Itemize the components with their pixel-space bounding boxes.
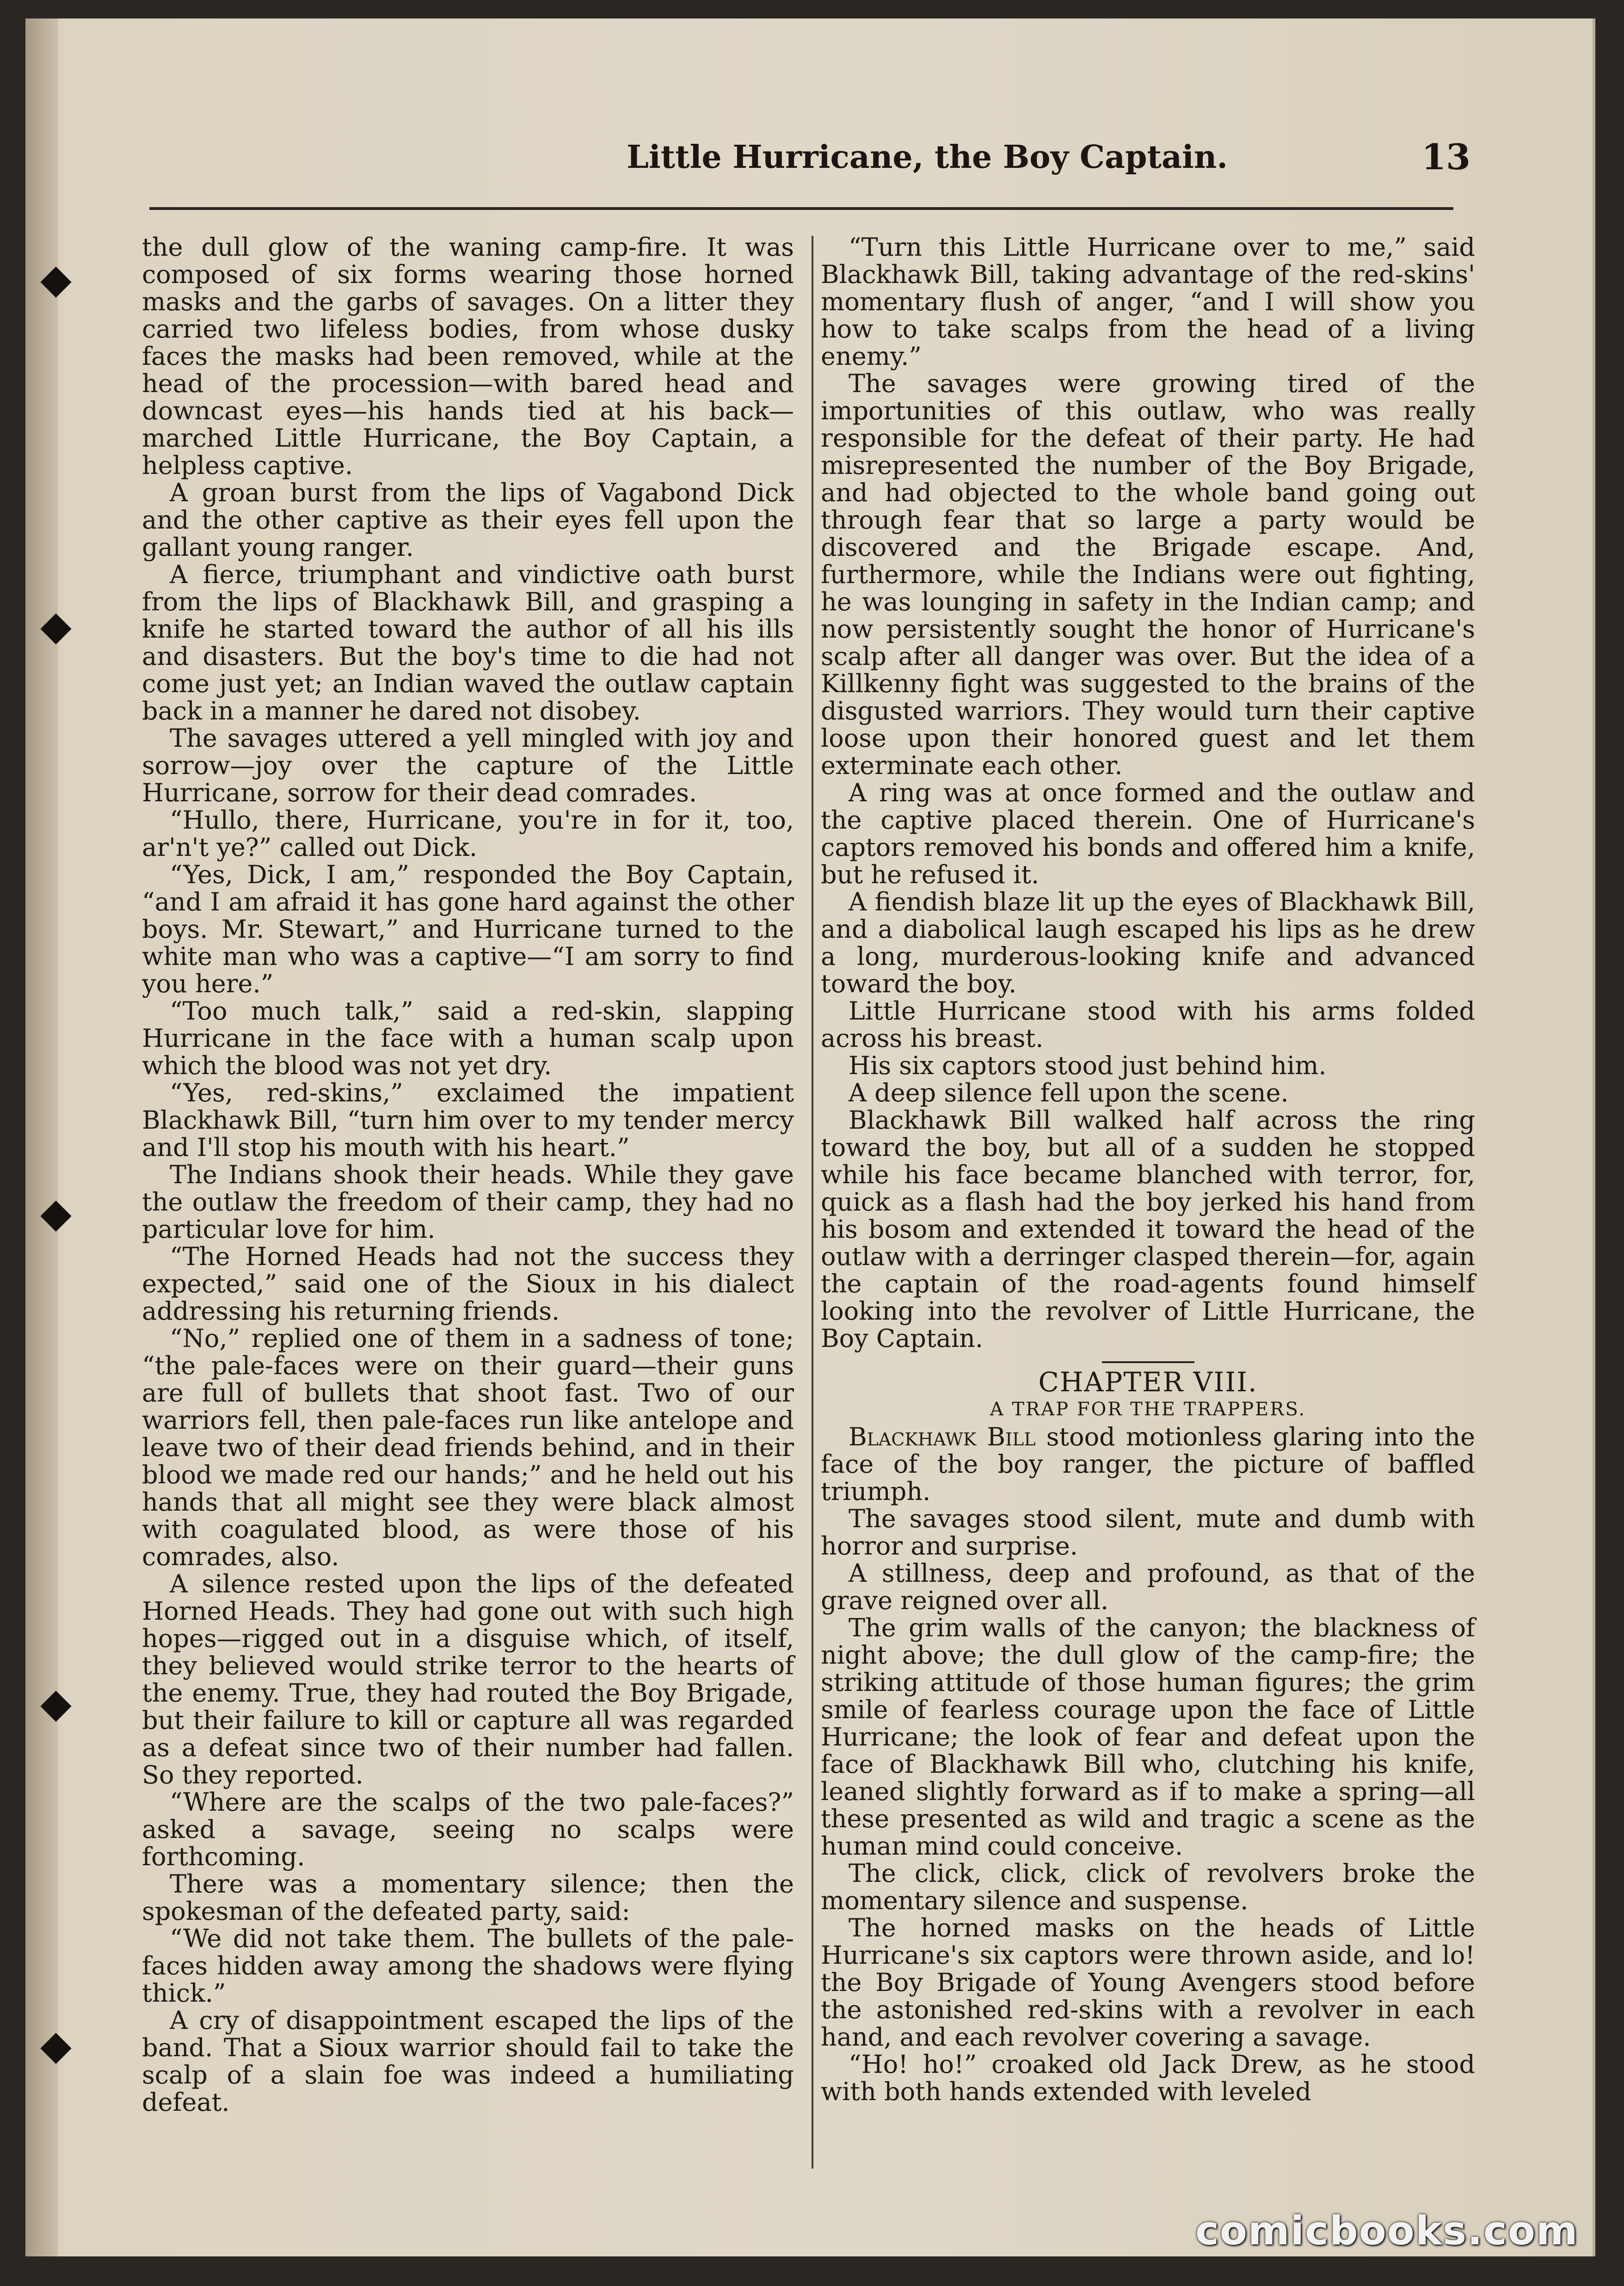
paragraph: “Ho! ho!” croaked old Jack Drew, as he stood with both hands extended with leveled xyxy=(821,2050,1475,2106)
column-divider xyxy=(812,236,813,2169)
paragraph: A cry of disappointment escaped the lips of the band. That a Sioux warrior should fail to take the scalp of a slain foe was indeed a humiliating defeat. xyxy=(142,2006,794,2117)
paragraph: “The Horned Heads had not the success they expected,” said one of the Sioux in his dialect addressing his returning friends. xyxy=(142,1242,794,1326)
left-column xyxy=(142,234,794,2116)
paragraph: the dull glow of the waning camp-fire. It was composed of six forms wearing those horned masks and the garbs of savages. On a litter they carried two lifeless bodies, from whose dusky faces the masks had been removed, while at the head of the procession—with bared head and downcast eyes—his hands tied at his back—marched Little Hurricane, the Boy Captain, a helpless captive. xyxy=(142,233,794,480)
paragraph: A fiendish blaze lit up the eyes of Blackhawk Bill, and a diabolical laugh escaped his lips as he drew a long, murderous-looking knife and advanced toward the boy. xyxy=(821,887,1475,998)
paragraph: “Hullo, there, Hurricane, you're in for it, too, ar'n't ye?” called out Dick. xyxy=(142,805,794,862)
paragraph: “Yes, red-skins,” exclaimed the impatient Blackhawk Bill, “turn him over to my tender mercy and I'll stop his mouth with his heart.” xyxy=(142,1078,794,1162)
paragraph: There was a momentary silence; then the spokesman of the defeated party, said: xyxy=(142,1869,794,1926)
paragraph: “Turn this Little Hurricane over to me,” said Blackhawk Bill, taking advantage of the red-skins' momentary flush of anger, “and I will show you how to take scalps from the head of a living enemy.” xyxy=(821,233,1475,371)
page-number: 13 xyxy=(1421,136,1470,178)
binding-hole-icon: ◆ xyxy=(40,2021,72,2069)
paragraph: A deep silence fell upon the scene. xyxy=(849,1078,1289,1107)
chapter-divider xyxy=(1102,1361,1194,1363)
paragraph: “Where are the scalps of the two pale-faces?” asked a savage, seeing no scalps were forthcoming. xyxy=(142,1788,794,1871)
paragraph: The click, click, click of revolvers broke the momentary silence and suspense. xyxy=(821,1859,1475,1915)
paragraph: The grim walls of the canyon; the blackness of night above; the dull glow of the camp-fire; the striking attitude of those human figures; the grim smile of fearless courage upon the face of Little Hurricane; the look of fear and defeat upon the face of Blackhawk Bill who, clutching his knife, leaned slightly forward as if to make a spring—all these presented as wild and tragic a scene as the human mind could conceive. xyxy=(821,1613,1475,1861)
page-spine xyxy=(25,18,58,2256)
chapter-lead-text: stood motionless glaring into the face of the boy ranger, the picture of baffled triumph. xyxy=(821,1422,1475,1506)
paragraph: A stillness, deep and profound, as that of the grave reigned over all. xyxy=(821,1559,1475,1615)
header-rule xyxy=(149,207,1453,210)
chapter-lead-paragraph xyxy=(821,1423,1475,1505)
paragraph: His six captors stood just behind him. xyxy=(849,1051,1327,1080)
paragraph: Little Hurricane stood with his arms folded across his breast. xyxy=(821,996,1475,1053)
paragraph: The horned masks on the heads of Little Hurricane's six captors were thrown aside, and lo! the Boy Brigade of Young Avengers stood before the astonished red-skins with a revolver in each hand, and each revolver covering a savage. xyxy=(821,1913,1475,2052)
chapter-lead-name: Blackhawk Bill xyxy=(849,1422,1036,1451)
binding-hole-icon: ◆ xyxy=(40,602,72,649)
chapter-subtitle: A TRAP FOR THE TRAPPERS. xyxy=(990,1399,1306,1420)
paragraph: The savages were growing tired of the importunities of this outlaw, who was really responsible for the defeat of their party. He had misrepresented the number of the Boy Brigade, and had objected to the whole band going out through fear that so large a party would be discovered and the Brigade escape. And, furthermore, while the Indians were out fighting, he was lounging in safety in the Indian camp; and now persistently sought the honor of Hurricane's scalp after all danger was over. But the idea of a Killkenny fight was suggested to the brains of the disgusted warriors. They would turn their captive loose upon their honored guest and let them exterminate each other. xyxy=(821,369,1475,780)
paragraph: The savages stood silent, mute and dumb with horror and surprise. xyxy=(821,1504,1475,1561)
paragraph: “Yes, Dick, I am,” responded the Boy Captain, “and I am afraid it has gone hard against the other boys. Mr. Stewart,” and Hurricane turned to the white man who was a captive—“I am sorry to find you here.” xyxy=(142,860,794,998)
paragraph: A silence rested upon the lips of the defeated Horned Heads. They had gone out with such high hopes—rigged out in a disguise which, of itself, they believed would strike terror to the hearts of the enemy. True, they had routed the Boy Brigade, but their failure to kill or capture all was regarded as a defeat since two of their number had fallen. So they reported. xyxy=(142,1569,794,1789)
paragraph: “We did not take them. The bullets of the pale-faces hidden away among the shadows were flying thick.” xyxy=(142,1924,794,2008)
chapter-title: CHAPTER VIII. xyxy=(1038,1366,1258,1398)
paragraph: The savages uttered a yell mingled with joy and sorrow—joy over the capture of the Little Hurricane, sorrow for their dead comrades. xyxy=(142,724,794,807)
paragraph: A fierce, triumphant and vindictive oath burst from the lips of Blackhawk Bill, and grasping a knife he started toward the author of all his ills and disasters. But the boy's time to die had not come just yet; an Indian waved the outlaw captain back in a manner he dared not disobey. xyxy=(142,560,794,725)
binding-hole-icon: ◆ xyxy=(40,255,72,302)
paragraph: A groan burst from the lips of Vagabond Dick and the other captive as their eyes fell upon the gallant young ranger. xyxy=(142,478,794,562)
book-page xyxy=(25,18,1595,2256)
binding-hole-icon: ◆ xyxy=(40,1189,72,1236)
paragraph: “No,” replied one of them in a sadness of tone; “the pale-faces were on their guard—their guns are full of bullets that shoot fast. Two of our warriors fell, then pale-faces run like antelope and leave two of their dead friends behind, and in their blood we made red our hands;” and he held out his hands that all might see they were black almost with coagulated blood, as were those of his comrades, also. xyxy=(142,1324,794,1571)
paragraph: The Indians shook their heads. While they gave the outlaw the freedom of their camp, they had no particular love for him. xyxy=(142,1160,794,1244)
right-column xyxy=(821,234,1475,2105)
paragraph: Blackhawk Bill walked half across the ring toward the boy, but all of a sudden he stopped while his face became blanched with terror, for, quick as a flash had the boy jerked his hand from his bosom and extended it toward the head of the outlaw with a derringer clasped therein—for, again the captain of the road-agents found himself looking into the revolver of Little Hurricane, the Boy Captain. xyxy=(821,1106,1475,1353)
paragraph: A ring was at once formed and the outlaw and the captive placed therein. One of Hurricane's captors removed his bonds and offered him a knife, but he refused it. xyxy=(821,778,1475,889)
watermark: comicbooks.com xyxy=(1195,2208,1579,2254)
paragraph: “Too much talk,” said a red-skin, slapping Hurricane in the face with a human scalp upon which the blood was not yet dry. xyxy=(142,996,794,1080)
running-head: Little Hurricane, the Boy Captain. xyxy=(627,139,1228,176)
binding-hole-icon: ◆ xyxy=(40,1679,72,1727)
